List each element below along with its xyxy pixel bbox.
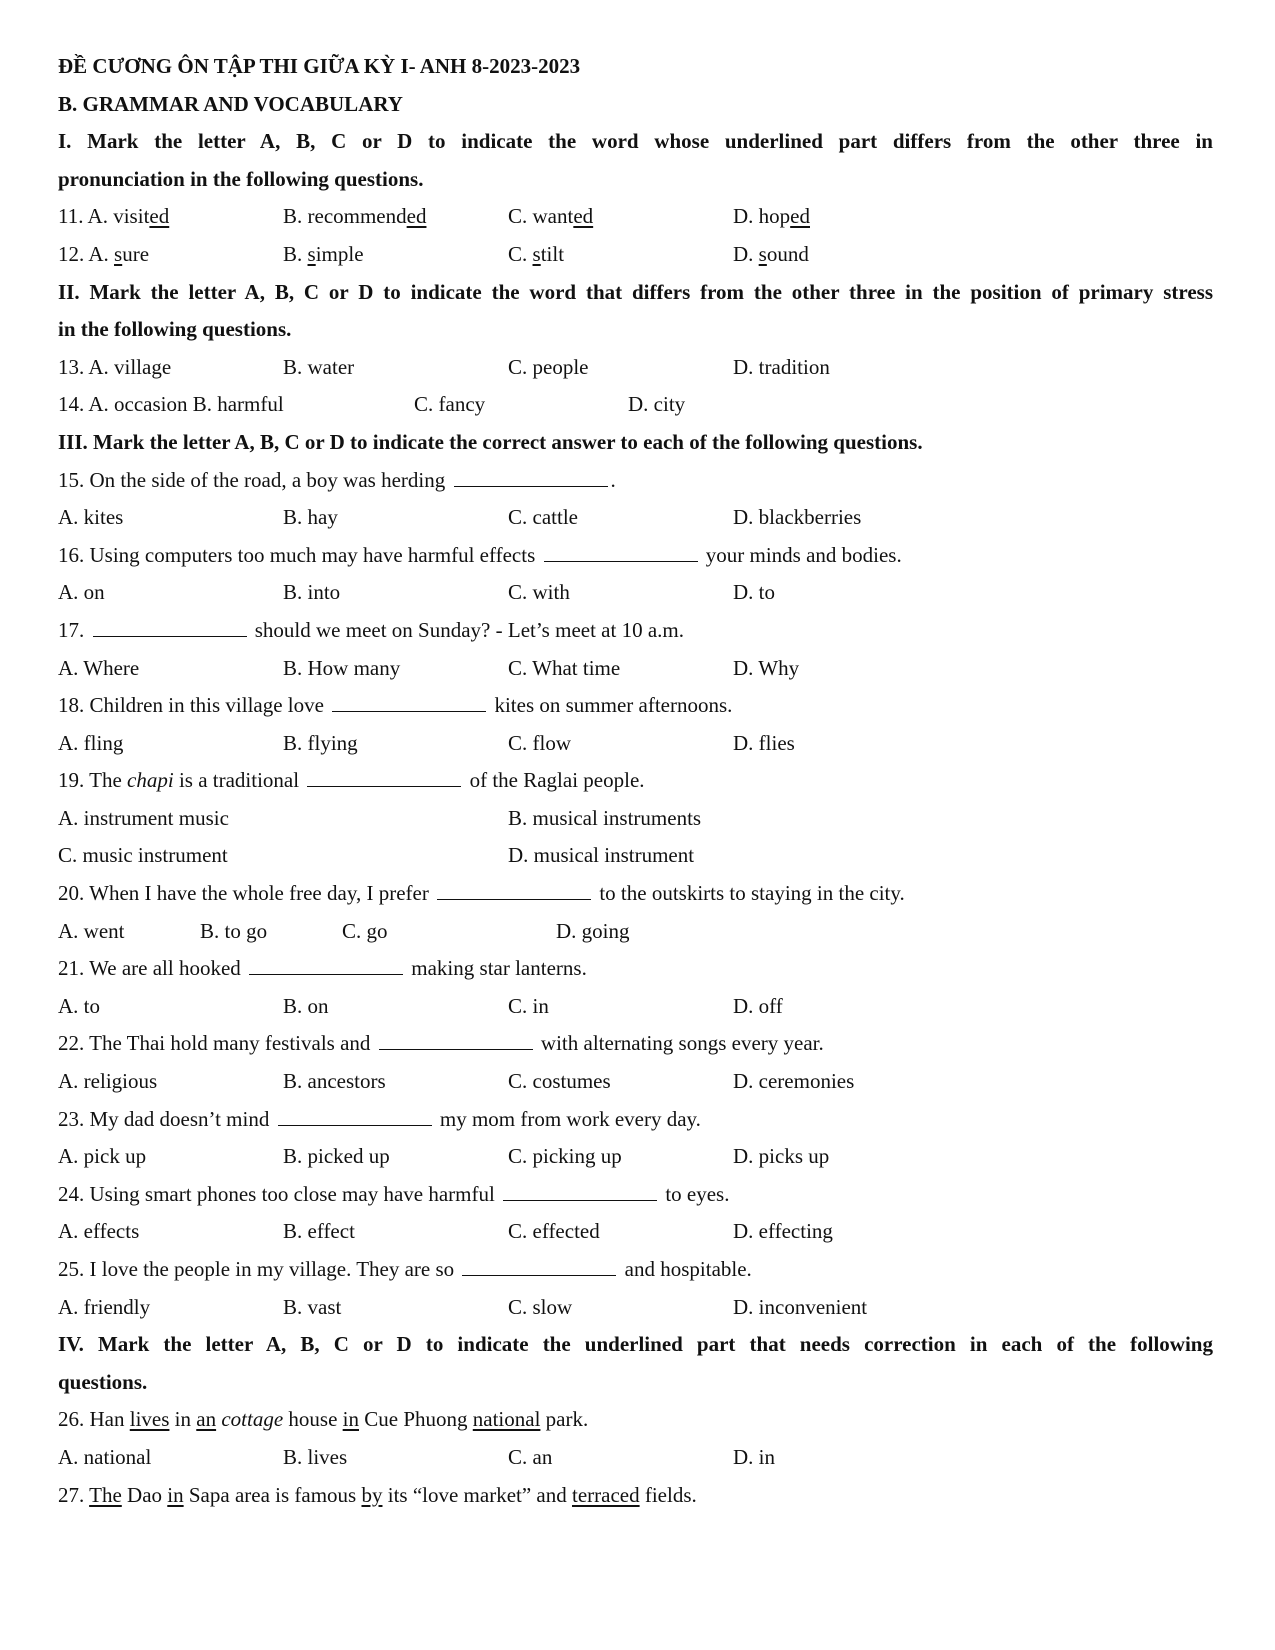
option-a: A. friendly: [58, 1294, 151, 1319]
option-c: C. with: [508, 580, 570, 605]
question-25-stem: 25. I love the people in my village. They are so and hospitable.: [58, 1251, 1213, 1289]
question-24-stem: 24. Using smart phones too close may have harmful to eyes.: [58, 1176, 1213, 1214]
option-b: B. effect: [283, 1219, 355, 1244]
option-a: A. on: [58, 580, 105, 605]
option-a: A. went: [58, 918, 125, 943]
part4-heading: IV. Mark the letter A, B, C or D to indicate the underlined part that needs correction in each of the following: [58, 1332, 1213, 1357]
option-b: B. on: [283, 993, 329, 1018]
option-d: D. ceremonies: [733, 1069, 855, 1094]
question-18-stem: 18. Children in this village love kites on summer afternoons.: [58, 687, 1213, 725]
question-19-options-row1: [58, 800, 1213, 838]
option-c: C. people: [508, 354, 589, 379]
option-c: C. stilt: [508, 241, 565, 266]
option-a: 11. A. visited: [58, 204, 170, 229]
option-b: B. to go: [200, 918, 268, 943]
option-d: D. sound: [733, 241, 809, 266]
option-c: C. What time: [508, 655, 621, 680]
question-20-stem: 20. When I have the whole free day, I prefer to the outskirts to staying in the city.: [58, 875, 1213, 913]
option-b: B. into: [283, 580, 341, 605]
question-27-stem: 27. The Dao in Sapa area is famous by its “love market” and terraced fields.: [58, 1482, 697, 1507]
option-c: C. effected: [508, 1219, 600, 1244]
part2-heading-cont: in the following questions.: [58, 317, 292, 342]
option-d: D. Why: [733, 655, 800, 680]
question-13: [58, 349, 1213, 387]
option-d: D. tradition: [733, 354, 830, 379]
option-b: B. lives: [283, 1444, 348, 1469]
option-d: D. off: [733, 993, 783, 1018]
question-12: [58, 236, 1213, 274]
option-d: D. blackberries: [733, 505, 862, 530]
question-24-options: [58, 1213, 1213, 1251]
question-18-options: [58, 725, 1213, 763]
question-20-options: [58, 913, 1213, 951]
question-14: [58, 386, 1213, 424]
option-d: D. inconvenient: [733, 1294, 868, 1319]
worksheet: [58, 48, 1213, 1514]
question-25-options: [58, 1289, 1213, 1327]
option-a: A. Where: [58, 655, 140, 680]
question-16-stem: 16. Using computers too much may have harmful effects your minds and bodies.: [58, 537, 1213, 575]
option-b: B. flying: [283, 730, 358, 755]
option-b: B. hay: [283, 505, 338, 530]
answer-blank: [503, 1176, 657, 1201]
option-a: A. kites: [58, 505, 124, 530]
part1-heading: I. Mark the letter A, B, C or D to indicate the word whose underlined part differs from the other three in: [58, 129, 1213, 154]
question-22-options: [58, 1063, 1213, 1101]
option-a: A. effects: [58, 1219, 140, 1244]
question-17-options: [58, 650, 1213, 688]
option-d: D. to: [733, 580, 775, 605]
question-23-options: [58, 1138, 1213, 1176]
answer-blank: [379, 1025, 533, 1050]
part1-heading-cont: pronunciation in the following questions.: [58, 166, 424, 191]
question-21-options: [58, 988, 1213, 1026]
answer-blank: [544, 537, 698, 562]
option-b: B. musical instruments: [508, 805, 702, 830]
question-26-options: [58, 1439, 1213, 1477]
option-b: B. picked up: [283, 1144, 390, 1169]
question-17-stem: 17. should we meet on Sunday? - Let’s meet at 10 a.m.: [58, 612, 1213, 650]
option-c: C. in: [508, 993, 549, 1018]
option-a: A. religious: [58, 1069, 158, 1094]
answer-blank: [307, 762, 461, 787]
option-c: C. fancy: [414, 392, 486, 417]
question-16-options: [58, 574, 1213, 612]
question-21-stem: 21. We are all hooked making star lanterns.: [58, 950, 1213, 988]
question-22-stem: 22. The Thai hold many festivals and with alternating songs every year.: [58, 1025, 1213, 1063]
question-23-stem: 23. My dad doesn’t mind my mom from work every day.: [58, 1101, 1213, 1139]
option-d: D. picks up: [733, 1144, 830, 1169]
answer-blank: [278, 1101, 432, 1126]
option-b: B. How many: [283, 655, 401, 680]
option-a: A. instrument music: [58, 805, 229, 830]
question-26-stem: 26. Han lives in an cottage house in Cue Phuong national park.: [58, 1407, 589, 1432]
option-a: 12. A. sure: [58, 241, 150, 266]
section-heading: B. GRAMMAR AND VOCABULARY: [58, 91, 403, 116]
part3-heading: III. Mark the letter A, B, C or D to indicate the correct answer to each of the following questions.: [58, 429, 923, 454]
option-b: B. recommended: [283, 204, 427, 229]
option-d: D. flies: [733, 730, 795, 755]
option-a-b: 14. A. occasion B. harmful: [58, 392, 284, 417]
answer-blank: [437, 875, 591, 900]
option-c: C. go: [342, 918, 388, 943]
option-d: D. city: [628, 392, 686, 417]
question-19-stem: 19. The chapi is a traditional of the Raglai people.: [58, 762, 1213, 800]
question-19-options-row2: [58, 837, 1213, 875]
option-b: B. simple: [283, 241, 364, 266]
option-c: C. picking up: [508, 1144, 622, 1169]
answer-blank: [332, 687, 486, 712]
option-b: B. vast: [283, 1294, 342, 1319]
option-c: C. slow: [508, 1294, 573, 1319]
option-a: A. to: [58, 993, 100, 1018]
option-b: B. ancestors: [283, 1069, 386, 1094]
part4-heading-cont: questions.: [58, 1369, 148, 1394]
option-c: C. cattle: [508, 505, 578, 530]
option-d: D. in: [733, 1444, 775, 1469]
option-c: C. wanted: [508, 204, 594, 229]
option-d: D. hoped: [733, 204, 810, 229]
option-a: A. fling: [58, 730, 124, 755]
option-a: A. national: [58, 1444, 152, 1469]
option-d: D. effecting: [733, 1219, 833, 1244]
option-c: C. an: [508, 1444, 553, 1469]
option-c: C. music instrument: [58, 843, 228, 868]
option-a: 13. A. village: [58, 354, 172, 379]
answer-blank: [454, 462, 608, 487]
question-15-options: [58, 499, 1213, 537]
answer-blank: [462, 1251, 616, 1276]
option-c: C. flow: [508, 730, 571, 755]
option-a: A. pick up: [58, 1144, 147, 1169]
option-b: B. water: [283, 354, 355, 379]
part2-heading: II. Mark the letter A, B, C or D to indicate the word that differs from the other three in the position of primary stress: [58, 279, 1213, 304]
option-c: C. costumes: [508, 1069, 611, 1094]
question-11: [58, 198, 1213, 236]
question-15-stem: 15. On the side of the road, a boy was herding .: [58, 462, 1213, 500]
answer-blank: [93, 612, 247, 637]
document-title: ĐỀ CƯƠNG ÔN TẬP THI GIỮA KỲ I- ANH 8-2023-2023: [58, 54, 581, 78]
option-d: D. going: [556, 918, 630, 943]
option-d: D. musical instrument: [508, 843, 695, 868]
answer-blank: [249, 950, 403, 975]
